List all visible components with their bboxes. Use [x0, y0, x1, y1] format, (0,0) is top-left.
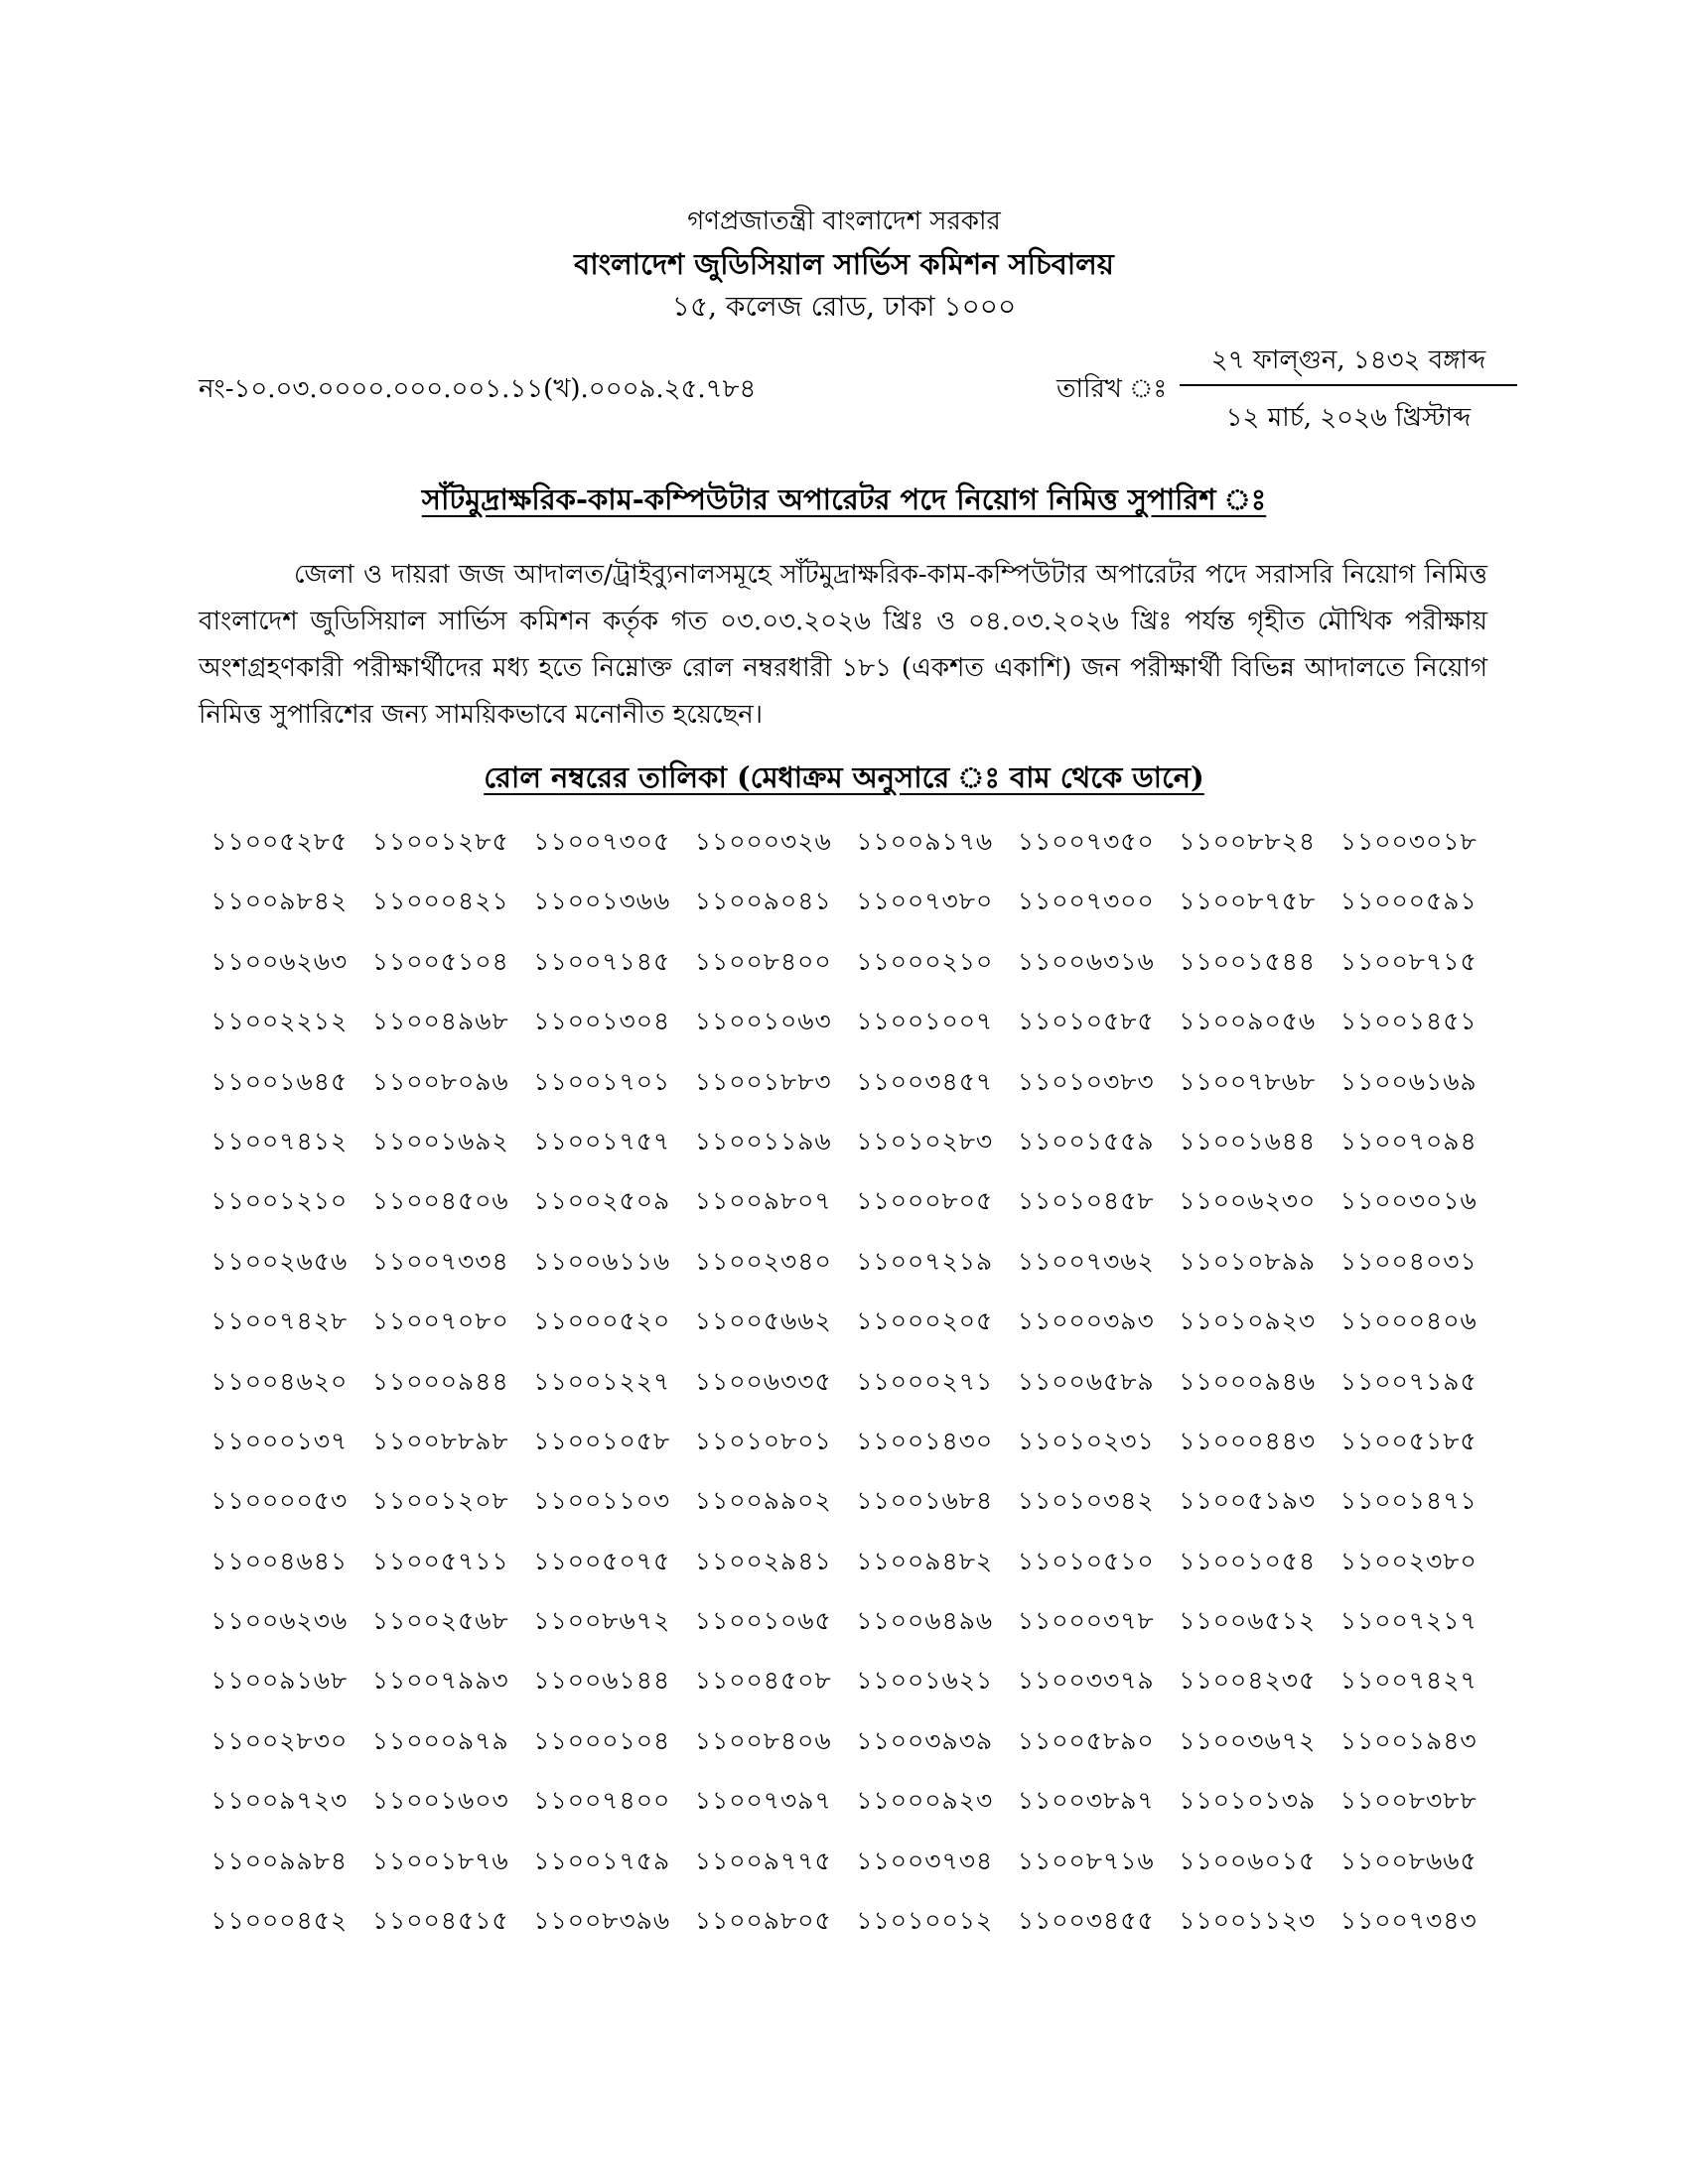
- roll-list-title-text: রোল নম্বরের তালিকা (মেধাক্রম অনুসারে ঃ বাম থেকে ডানে): [484, 760, 1204, 794]
- roll-number-cell: ১১০১০৩৮৩: [1017, 1066, 1155, 1096]
- roll-number-cell: ১১০০১৩০৪: [533, 1007, 671, 1036]
- roll-number-cell: ১১০১০১৩৯: [1179, 1786, 1317, 1816]
- roll-number-cell: ১১০০৭৩০৫: [533, 827, 671, 856]
- roll-number-cell: ১১০০৩৯৩৯: [856, 1725, 994, 1755]
- roll-number-cell: ১১০০৩৮৯৭: [1017, 1786, 1155, 1816]
- roll-number-cell: ১১০০০৮০৫: [856, 1186, 994, 1216]
- roll-number-cell: ১১০০৬২৩০: [1179, 1186, 1317, 1216]
- roll-number-cell: ১১০০৫১০৪: [371, 946, 509, 976]
- roll-number-cell: ১১০০৯০৪১: [694, 887, 832, 916]
- roll-number-cell: ১১০০৪০৩১: [1339, 1246, 1477, 1276]
- roll-number-cell: ১১০০৫৬৬২: [694, 1306, 832, 1336]
- roll-number-cell: ১১০০১৭৫৭: [533, 1126, 671, 1156]
- roll-number-cell: ১১০০২২১২: [211, 1007, 349, 1036]
- roll-number-cell: ১১০০০৪২১: [371, 887, 509, 916]
- roll-number-cell: ১১০০১০০৭: [856, 1007, 994, 1036]
- roll-number-cell: ১১০০০৯৪৬: [1179, 1366, 1317, 1396]
- roll-number-cell: ১১০০০৪৫২: [211, 1906, 349, 1936]
- roll-number-cell: ১১০০১১২৩: [1179, 1906, 1317, 1936]
- roll-number-cell: ১১০০৫১৮৫: [1339, 1426, 1477, 1455]
- roll-number-cell: ১১০০৭৩৫০: [1017, 827, 1155, 856]
- roll-number-cell: ১১০০১৪৩০: [856, 1426, 994, 1455]
- roll-number-cell: ১১০০০২০৫: [856, 1306, 994, 1336]
- roll-number-cell: ১১০০১৮৮৩: [694, 1066, 832, 1096]
- roll-number-cell: ১১০০২৯৪১: [694, 1546, 832, 1575]
- roll-number-cell: ১১০০০৯৭৯: [371, 1725, 509, 1755]
- roll-number-cell: ১১০০৪৯৬৮: [371, 1007, 509, 1036]
- roll-number-cell: ১১০০১৬৪৪: [1179, 1126, 1317, 1156]
- roll-number-cell: ১১০০৫২৮৫: [211, 827, 349, 856]
- roll-number-cell: ১১০০০১০৪: [533, 1725, 671, 1755]
- roll-number-cell: ১১০০৭০৮০: [371, 1306, 509, 1336]
- roll-number-cell: ১১০০২৫৬৮: [371, 1606, 509, 1636]
- roll-number-cell: ১১০০০১৩৭: [211, 1426, 349, 1455]
- roll-number-cell: ১১০০৬৪৯৬: [856, 1606, 994, 1636]
- commission-name: বাংলাদেশ জুডিসিয়াল সার্ভিস কমিশন সচিবালয়: [574, 247, 1114, 281]
- roll-number-cell: ১১০১০২৮৩: [856, 1126, 994, 1156]
- roll-number-cell: ১১০০০৩৭৮: [1017, 1606, 1155, 1636]
- roll-number-cell: ১১০০৯৪৮২: [856, 1546, 994, 1575]
- roll-number-cell: ১১০০৯০৫৬: [1179, 1007, 1317, 1036]
- roll-number-cell: ১১০০১৭৫৯: [533, 1845, 671, 1875]
- roll-number-cell: ১১০০৬৫১২: [1179, 1606, 1317, 1636]
- office-address: ১৫, কলেজ রোড, ঢাকা ১০০০: [671, 290, 1017, 323]
- roll-number-cell: ১১০০২৩৮০: [1339, 1546, 1477, 1575]
- roll-number-cell: ১১০০০২১০: [856, 946, 994, 976]
- roll-number-cell: ১১০০৩৩৭৯: [1017, 1666, 1155, 1696]
- roll-number-cell: ১১০০১২০৮: [371, 1486, 509, 1516]
- roll-number-cell: ১১০০১১০৩: [533, 1486, 671, 1516]
- roll-number-cell: ১১০০৬১৪৪: [533, 1666, 671, 1696]
- roll-number-cell: ১১০০৯১৭৬: [856, 827, 994, 856]
- roll-number-cell: ১১০০৯৮৪২: [211, 887, 349, 916]
- roll-number-cell: ১১০০০৩৯৩: [1017, 1306, 1155, 1336]
- roll-number-cell: ১১০০৭৯৯৩: [371, 1666, 509, 1696]
- roll-number-cell: ১১০০১০৬৫: [694, 1606, 832, 1636]
- subject-text: সাঁটমুদ্রাক্ষরিক-কাম-কম্পিউটার অপারেটর পদে নিয়োগ নিমিত্ত সুপারিশ ঃ: [421, 482, 1267, 516]
- roll-number-cell: ১১০০৮৪০০: [694, 946, 832, 976]
- roll-number-cell: ১১০০১০৫৮: [533, 1426, 671, 1455]
- roll-number-cell: ১১০০১৮৭৬: [371, 1845, 509, 1875]
- date-english: ১২ মার্চ, ২০২৬ খ্রিস্টাব্দ: [1225, 403, 1472, 433]
- subject-heading: [0, 478, 1688, 526]
- roll-number-cell: ১১০০৭৪২৮: [211, 1306, 349, 1336]
- roll-number-cell: ১১০০৯৮০৫: [694, 1906, 832, 1936]
- roll-number-cell: ১১০০৮৮৯৮: [371, 1426, 509, 1455]
- roll-number-cell: ১১০০৪৫০৬: [371, 1186, 509, 1216]
- date-label: তারিখ ঃ: [1056, 374, 1168, 404]
- roll-number-cell: ১১০১০৪৫৮: [1017, 1186, 1155, 1216]
- roll-number-cell: ১১০০৪৫০৮: [694, 1666, 832, 1696]
- roll-number-cell: ১১০১০৫১০: [1017, 1546, 1155, 1575]
- roll-number-cell: ১১০১০৫৮৫: [1017, 1007, 1155, 1036]
- roll-number-cell: ১১০০৭৪২৭: [1339, 1666, 1477, 1696]
- roll-number-cell: ১১০০১৭০১: [533, 1066, 671, 1096]
- roll-number-cell: ১১০০৯১৬৮: [211, 1666, 349, 1696]
- roll-number-cell: ১১০০৭৩৬২: [1017, 1246, 1155, 1276]
- roll-number-cell: ১১০০৬১১৬: [533, 1246, 671, 1276]
- roll-number-cell: ১১০০৩৭৩৪: [856, 1845, 994, 1875]
- roll-number-cell: ১১০০৪২৩৫: [1179, 1666, 1317, 1696]
- roll-number-cell: ১১০১০২৩১: [1017, 1426, 1155, 1455]
- roll-number-cell: ১১০০৫৮৯০: [1017, 1725, 1155, 1755]
- roll-number-cell: ১১০০০৪৪৩: [1179, 1426, 1317, 1455]
- roll-number-cell: ১১০০৬৩৩৫: [694, 1366, 832, 1396]
- roll-number-cell: ১১০০১০৫৪: [1179, 1546, 1317, 1575]
- roll-number-cell: ১১০০১৪৭১: [1339, 1486, 1477, 1516]
- roll-number-cell: ১১০০৬১৬৯: [1339, 1066, 1477, 1096]
- roll-number-cell: ১১০০৫৭১১: [371, 1546, 509, 1575]
- roll-number-cell: ১১০০২৮৩০: [211, 1725, 349, 1755]
- roll-number-cell: ১১০০১৬৮৪: [856, 1486, 994, 1516]
- roll-number-cell: ১১০০১৬৪৫: [211, 1066, 349, 1096]
- date-divider: [1180, 384, 1517, 386]
- roll-number-cell: ১১০০১৬২১: [856, 1666, 994, 1696]
- roll-number-cell: ১১০০০২৭১: [856, 1366, 994, 1396]
- roll-number-table: [199, 820, 1489, 1959]
- roll-number-cell: ১১০০৯৭৭৫: [694, 1845, 832, 1875]
- roll-number-cell: ১১০০৩০১৮: [1339, 827, 1477, 856]
- roll-number-cell: ১১০০৯৭২৩: [211, 1786, 349, 1816]
- roll-number-cell: ১১০০২৬৫৬: [211, 1246, 349, 1276]
- roll-number-cell: ১১০০৫১৯৩: [1179, 1486, 1317, 1516]
- roll-number-cell: ১১০১০৮০১: [694, 1426, 832, 1455]
- roll-number-cell: ১১০০০৫২০: [533, 1306, 671, 1336]
- roll-number-cell: ১১০০৭৩৪৩: [1339, 1906, 1477, 1936]
- roll-number-cell: ১১০০১১৯৬: [694, 1126, 832, 1156]
- roll-number-cell: ১১০০৬৫৮৯: [1017, 1366, 1155, 1396]
- roll-number-cell: ১১০০৪৫১৫: [371, 1906, 509, 1936]
- roll-number-cell: ১১০০৮৬৭২: [533, 1606, 671, 1636]
- roll-number-cell: ১১০০৮৪০৬: [694, 1725, 832, 1755]
- roll-number-cell: ১১০০৮৭৫৮: [1179, 887, 1317, 916]
- roll-number-cell: ১১০০০৪০৬: [1339, 1306, 1477, 1336]
- roll-number-cell: ১১০০৫০৭৫: [533, 1546, 671, 1575]
- roll-number-cell: ১১০০৮৩৮৮: [1339, 1786, 1477, 1816]
- roll-number-cell: ১১০০৮৭১৫: [1339, 946, 1477, 976]
- roll-number-cell: ১১০০৮০৯৬: [371, 1066, 509, 1096]
- roll-number-cell: ১১০০৭০৯৪: [1339, 1126, 1477, 1156]
- roll-number-cell: ১১০০৭৩০০: [1017, 887, 1155, 916]
- roll-number-cell: ১১০০৭৩৮০: [856, 887, 994, 916]
- roll-number-cell: ১১০০৬২৩৬: [211, 1606, 349, 1636]
- roll-number-cell: ১১০০১৯৪৩: [1339, 1725, 1477, 1755]
- roll-number-cell: ১১০০৬২৬৩: [211, 946, 349, 976]
- roll-number-cell: ১১০০৭৩৩৪: [371, 1246, 509, 1276]
- roll-number-cell: ১১০০১২২৭: [533, 1366, 671, 1396]
- roll-number-cell: ১১০০৮৬৬৫: [1339, 1845, 1477, 1875]
- roll-number-cell: ১১০০৯৯৮৪: [211, 1845, 349, 1875]
- roll-number-cell: ১১০০৭১৯৫: [1339, 1366, 1477, 1396]
- roll-number-cell: ১১০০০৩২৬: [694, 827, 832, 856]
- roll-number-cell: ১১০০৭৪১২: [211, 1126, 349, 1156]
- roll-number-cell: ১১০০১৫৪৪: [1179, 946, 1317, 976]
- roll-number-cell: ১১০০৬০১৫: [1179, 1845, 1317, 1875]
- government-name: গণপ্রজাতন্ত্রী বাংলাদেশ সরকার: [687, 206, 1001, 236]
- roll-number-cell: ১১০০৭৩৯৭: [694, 1786, 832, 1816]
- roll-number-cell: ১১০০৮৮২৪: [1179, 827, 1317, 856]
- roll-number-cell: ১১০০৮৭১৬: [1017, 1845, 1155, 1875]
- roll-number-cell: ১১০০০৫৯১: [1339, 887, 1477, 916]
- roll-number-cell: ১১০০৭৪০০: [533, 1786, 671, 1816]
- roll-number-cell: ১১০০৩৪৫৫: [1017, 1906, 1155, 1936]
- roll-number-cell: ১১০০৩৪৫৭: [856, 1066, 994, 1096]
- roll-number-cell: ১১০১০৮৯৯: [1179, 1246, 1317, 1276]
- roll-list-title: [0, 755, 1688, 804]
- roll-number-cell: ১১০০১৪৫১: [1339, 1007, 1477, 1036]
- roll-number-cell: ১১০০৭৮৬৮: [1179, 1066, 1317, 1096]
- roll-number-cell: ১১০০৯৯০২: [694, 1486, 832, 1516]
- roll-number-cell: ১১০০০০৫৩: [211, 1486, 349, 1516]
- memo-number: নং-১০.০৩.০০০০.০০০.০০১.১১(খ).০০০৯.২৫.৭৮৪: [199, 374, 757, 404]
- roll-number-cell: ১১০০৪৬২০: [211, 1366, 349, 1396]
- roll-number-cell: ১১০০৭১৪৫: [533, 946, 671, 976]
- roll-number-cell: ১১০০১০৬৩: [694, 1007, 832, 1036]
- roll-number-cell: ১১০০৯৮০৭: [694, 1186, 832, 1216]
- roll-number-cell: ১১০০৭২১৯: [856, 1246, 994, 1276]
- roll-number-cell: ১১০০১২৮৫: [371, 827, 509, 856]
- date-bangla: ২৭ ফাল্গুন, ১৪৩২ বঙ্গাব্দ: [1210, 345, 1486, 375]
- roll-number-cell: ১১০০৬৩১৬: [1017, 946, 1155, 976]
- roll-number-cell: ১১০০২৫০৯: [533, 1186, 671, 1216]
- roll-number-cell: ১১০১০০১২: [856, 1906, 994, 1936]
- roll-number-cell: ১১০০১৬০৩: [371, 1786, 509, 1816]
- roll-number-cell: ১১০০১৩৬৬: [533, 887, 671, 916]
- roll-number-cell: ১১০০১৫৫৯: [1017, 1126, 1155, 1156]
- body-paragraph: জেলা ও দায়রা জজ আদালত/ট্রাইব্যুনালসমূহে সাঁটমুদ্রাক্ষরিক-কাম-কম্পিউটার অপারেটর পদে সরাসরি নিয়োগ নিমিত্ত বাংলাদেশ জুডিসিয়াল সার্ভিস কমিশন কর্তৃক গত ০৩.০৩.২০২৬ খ্রিঃ ও ০৪.০৩.২০২৬ খ্রিঃ পর্যন্ত গৃহীত মৌখিক পরীক্ষায় অংশগ্রহণকারী পরীক্ষার্থীদের মধ্য হতে নিম্নোক্ত রোল নম্বরধারী ১৮১ (একশত একাশি) জন পরীক্ষার্থী বিভিন্ন আদালতে নিয়োগ নিমিত্ত সুপারিশের জন্য সাময়িকভাবে মনোনীত হয়েছেন।: [199, 560, 1487, 730]
- roll-number-cell: ১১০১০৯২৩: [1179, 1306, 1317, 1336]
- roll-number-cell: ১১০০১২১০: [211, 1186, 349, 1216]
- roll-number-cell: ১১০০৮৩৯৬: [533, 1906, 671, 1936]
- roll-number-cell: ১১০০০৯২৩: [856, 1786, 994, 1816]
- roll-number-cell: ১১০০৭২১৭: [1339, 1606, 1477, 1636]
- roll-number-cell: ১১০০২৩৪০: [694, 1246, 832, 1276]
- roll-number-cell: ১১০০৪৬৪১: [211, 1546, 349, 1575]
- roll-number-cell: ১১০০৩০১৬: [1339, 1186, 1477, 1216]
- roll-number-cell: ১১০১০৩৪২: [1017, 1486, 1155, 1516]
- roll-number-cell: ১১০০০৯৪৪: [371, 1366, 509, 1396]
- roll-number-cell: ১১০০১৬৯২: [371, 1126, 509, 1156]
- roll-number-cell: ১১০০৩৬৭২: [1179, 1725, 1317, 1755]
